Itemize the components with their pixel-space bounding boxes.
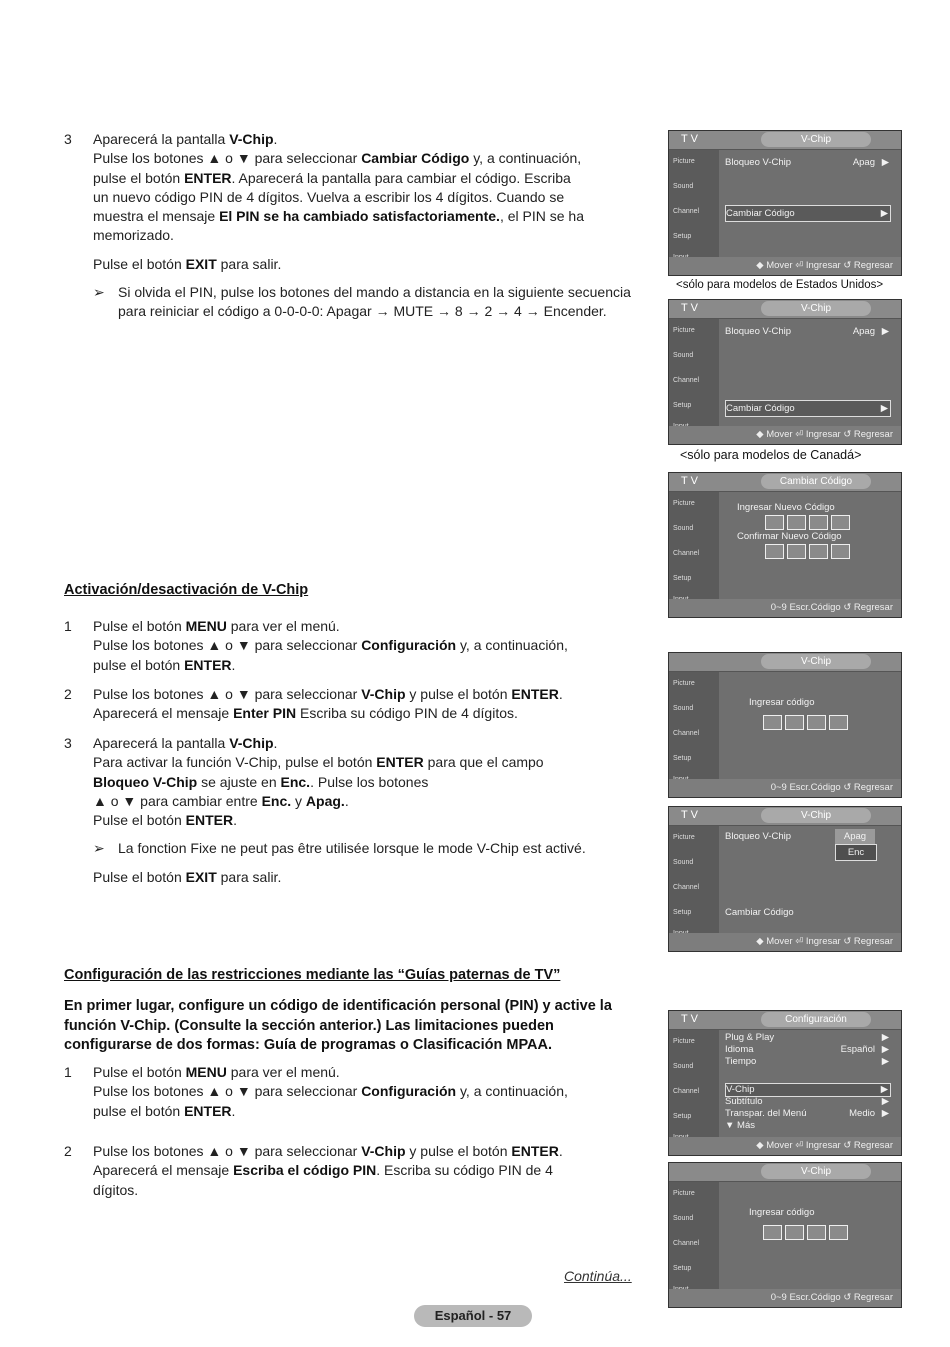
chevron-right-icon: ▶: [881, 157, 889, 168]
side-item-picture: Picture: [673, 327, 695, 334]
menu-row-selected: Cambiar Código ▶: [725, 400, 891, 417]
note: [93, 283, 644, 322]
side-item-sound: Sound: [673, 352, 694, 359]
side-menu: [669, 150, 719, 257]
pin-entry-boxes: [763, 1225, 851, 1240]
chevron-right-icon: ▶: [881, 1056, 889, 1067]
side-item-setup: Setup: [673, 1113, 692, 1120]
step-1: [64, 1063, 644, 1121]
menu-item: Subtítulo ▶: [725, 1096, 889, 1107]
screen-footer: 0~9 Escr.Código ↺ Regresar: [669, 599, 901, 617]
tv-label: T V: [681, 302, 698, 314]
tv-screen-vchip-canada: [668, 299, 902, 445]
step-1: [64, 617, 644, 675]
side-menu: [669, 319, 719, 426]
screen-title-bar: [669, 300, 901, 319]
menu-item: Tiempo ▶: [725, 1056, 889, 1067]
side-item-channel: Channel: [673, 208, 700, 215]
tv-label: T V: [681, 475, 698, 487]
menu-item: Transpar. del Menú Medio ▶: [725, 1108, 889, 1119]
step-text: Pulse el botón MENU para ver el menú. Pulse los botones ▲ o ▼ para seleccionar Configuración y, a continuación, pulse el botón ENTER.: [93, 1064, 568, 1119]
chevron-right-icon: ▶: [881, 1108, 889, 1119]
side-menu: [669, 1182, 719, 1289]
step-number: 2: [64, 1143, 72, 1159]
tv-screen-change-code: [668, 472, 902, 618]
step-text: Pulse el botón MENU para ver el menú. Pulse los botones ▲ o ▼ para seleccionar Configuración y, a continuación, pulse el botón ENTER.: [93, 618, 568, 673]
pin-label: Ingresar código: [749, 1207, 815, 1218]
tv-screen-enter-pin-2: [668, 1162, 902, 1308]
screen-title-bar: [669, 807, 901, 826]
side-item-setup: Setup: [673, 755, 692, 762]
screen-footer: ◆ Mover ⏎ Ingresar ↺ Regresar: [669, 426, 901, 444]
menu-item-more: ▼ Más: [725, 1120, 755, 1131]
side-item-sound: Sound: [673, 525, 694, 532]
step-2: [64, 685, 644, 724]
side-item-picture: Picture: [673, 680, 695, 687]
menu-row-selected: Cambiar Código ▶: [725, 205, 891, 222]
side-item-sound: Sound: [673, 705, 694, 712]
side-menu: [669, 1030, 719, 1137]
step-text: Aparecerá la pantalla V-Chip. Para activar la función V-Chip, pulse el botón ENTER para que el campo Bloqueo V-Chip se ajuste en Enc.. Pulse los botones ▲ o ▼ para cambiar entre Enc. y Apag.. Pulse el botón ENTER.: [93, 735, 544, 829]
screen-title-bar: [669, 131, 901, 150]
step-text: Pulse los botones ▲ o ▼ para seleccionar V-Chip y pulse el botón ENTER. Aparecerá el mensaje Enter PIN Escriba su código PIN de 4 dígitos.: [93, 686, 563, 722]
menu-item: Idioma Español ▶: [725, 1044, 889, 1055]
step-number: 3: [64, 131, 72, 147]
note-arrow-icon: ➢: [93, 284, 105, 301]
screen-footer: 0~9 Escr.Código ↺ Regresar: [669, 1289, 901, 1307]
screen-title: Cambiar Código: [761, 474, 871, 489]
step-2: [64, 1142, 644, 1200]
option-on: Enc: [835, 844, 877, 861]
chevron-right-icon: ▶: [881, 1032, 889, 1043]
caption-canada: <sólo para modelos de Canadá>: [680, 448, 862, 462]
side-item-channel: Channel: [673, 1088, 700, 1095]
side-item-sound: Sound: [673, 1215, 694, 1222]
menu-item: Plug & Play ▶: [725, 1032, 889, 1043]
screen-footer: ◆ Mover ⏎ Ingresar ↺ Regresar: [669, 257, 901, 275]
screen-title-bar: [669, 473, 901, 492]
side-item-channel: Channel: [673, 1240, 700, 1247]
new-code-label: Ingresar Nuevo Código: [737, 502, 835, 513]
menu-row: Bloqueo V-Chip: [725, 831, 792, 842]
step-text: Pulse los botones ▲ o ▼ para seleccionar V-Chip y pulse el botón ENTER. Aparecerá el mensaje Escriba el código PIN. Escriba su código PIN de 4 dígitos.: [93, 1143, 563, 1198]
screen-footer: ◆ Mover ⏎ Ingresar ↺ Regresar: [669, 933, 901, 951]
screen-title-bar: [669, 1011, 901, 1030]
side-menu: [669, 826, 719, 933]
step-number: 1: [64, 1064, 72, 1080]
tv-label: T V: [681, 809, 698, 821]
option-off: Apag: [835, 829, 875, 844]
menu-item-selected: V-Chip ▶: [725, 1083, 891, 1097]
chevron-right-icon: ▶: [880, 208, 888, 219]
pin-label: Ingresar código: [749, 697, 815, 708]
step-number: 1: [64, 618, 72, 634]
chevron-right-icon: ▶: [881, 1096, 889, 1107]
exit-text: Pulse el botón EXIT para salir.: [93, 255, 282, 272]
side-menu: [669, 492, 719, 599]
section-heading-vchip-toggle: Activación/desactivación de V-Chip: [64, 582, 309, 598]
side-item-channel: Channel: [673, 884, 700, 891]
side-item-setup: Setup: [673, 1265, 692, 1272]
side-item-picture: Picture: [673, 158, 695, 165]
pin-confirm-boxes: [765, 544, 853, 559]
chevron-right-icon: ▶: [880, 403, 888, 414]
screen-title: V-Chip: [761, 654, 871, 669]
screen-title: V-Chip: [761, 132, 871, 147]
note-text: Si olvida el PIN, pulse los botones del mando a distancia en la siguiente secuencia para reiniciar el código a 0-0-0-0: Apagar → MUTE → 8 → 2 → 4 → Encender.: [118, 284, 631, 320]
screen-title-bar: [669, 1163, 901, 1182]
section-intro: En primer lugar, configure un código de identificación personal (PIN) y active la función V-Chip. (Consulte la sección anterior.) Las limitaciones pueden configurarse de dos formas: Guía de programas o Clasificación MPAA.: [64, 998, 612, 1053]
menu-row: Bloqueo V-Chip Apag ▶: [725, 157, 889, 168]
step-3: [64, 734, 644, 887]
step-number: 3: [64, 735, 72, 751]
screen-title: V-Chip: [761, 808, 871, 823]
side-item-sound: Sound: [673, 859, 694, 866]
tv-screen-vchip-lock: [668, 806, 902, 952]
side-item-picture: Picture: [673, 500, 695, 507]
chevron-right-icon: ▶: [880, 1084, 888, 1095]
caption-us: <sólo para modelos de Estados Unidos>: [676, 279, 884, 291]
tv-label: T V: [681, 1013, 698, 1025]
continued-link: Continúa...: [564, 1268, 632, 1284]
side-item-setup: Setup: [673, 575, 692, 582]
screen-footer: 0~9 Escr.Código ↺ Regresar: [669, 779, 901, 797]
tv-screen-vchip-us: [668, 130, 902, 276]
step-number: 2: [64, 686, 72, 702]
step-text: Aparecerá la pantalla V-Chip. Pulse los botones ▲ o ▼ para seleccionar Cambiar Código y, a continuación, pulse el botón ENTER. Aparecerá la pantalla para cambiar el código. Escriba un nuevo código PIN de 4 dígitos. Vuelva a escribir los 4 dígitos. Cuando se muestra el mensaje El PIN se ha cambiado satisfactoriamente., el PIN se ha memorizado.: [93, 131, 584, 244]
confirm-code-label: Confirmar Nuevo Código: [737, 531, 842, 542]
side-item-sound: Sound: [673, 1063, 694, 1070]
screen-title: Configuración: [761, 1012, 871, 1027]
menu-row: Bloqueo V-Chip Apag ▶: [725, 326, 889, 337]
screen-title-bar: [669, 653, 901, 672]
side-item-picture: Picture: [673, 1038, 695, 1045]
side-item-setup: Setup: [673, 402, 692, 409]
note-text: La fonction Fixe ne peut pas être utilisée lorsque le mode V-Chip est activé.: [118, 840, 586, 857]
exit-text: Pulse el botón EXIT para salir.: [93, 868, 282, 885]
side-item-picture: Picture: [673, 834, 695, 841]
side-item-channel: Channel: [673, 377, 700, 384]
page-footer: Español - 57: [414, 1305, 532, 1327]
note: [93, 839, 644, 858]
side-item-channel: Channel: [673, 550, 700, 557]
chevron-right-icon: ▶: [881, 1044, 889, 1055]
side-item-picture: Picture: [673, 1190, 695, 1197]
side-item-channel: Channel: [673, 730, 700, 737]
note-arrow-icon: ➢: [93, 840, 105, 857]
tv-label: T V: [681, 133, 698, 145]
side-menu: [669, 672, 719, 779]
side-item-setup: Setup: [673, 909, 692, 916]
section-heading-parental-guides: Configuración de las restricciones mediante las “Guías paternas de TV”: [64, 967, 561, 983]
tv-screen-setup-menu: [668, 1010, 902, 1156]
screen-title: V-Chip: [761, 1164, 871, 1179]
pin-entry-boxes: [765, 515, 853, 530]
screen-footer: ◆ Mover ⏎ Ingresar ↺ Regresar: [669, 1137, 901, 1155]
menu-row: Cambiar Código: [725, 907, 794, 918]
pin-entry-boxes: [763, 715, 851, 730]
chevron-right-icon: ▶: [881, 326, 889, 337]
screen-title: V-Chip: [761, 301, 871, 316]
step-change-code: [64, 130, 644, 322]
side-item-setup: Setup: [673, 233, 692, 240]
side-item-sound: Sound: [673, 183, 694, 190]
tv-screen-enter-pin: [668, 652, 902, 798]
